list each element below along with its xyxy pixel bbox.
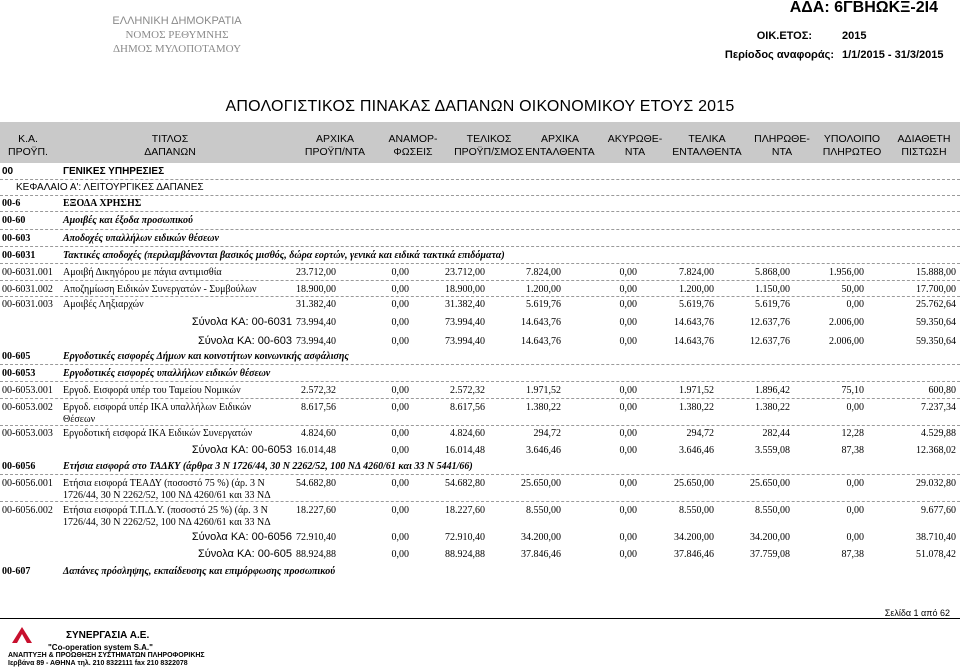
cell-value: 88.924,88 [296,549,336,560]
cell-value: 34.200,00 [750,532,790,543]
cell-value: 8.550,00 [526,505,561,516]
page-number: Σελίδα 1 από 62 [884,608,950,618]
cell-value: 18.227,60 [296,505,336,516]
row-description: Ετήσια εισφορά Τ.Π.Δ.Υ. (ποσοστό 25 %) (άρ. 3 Ν [63,505,268,516]
cell-value: 1.971,52 [679,385,714,396]
cell-value: 0,00 [391,532,409,543]
col-code: Κ.Α. ΠΡΟΫΠ. [8,133,48,158]
cell-value: 4.529,88 [921,428,956,439]
cell-value: 3.559,08 [755,445,790,456]
subtotal-row [0,336,960,350]
year-label: ΟΙΚ.ΕΤΟΣ: [756,30,812,42]
period-label: Περίοδος αναφοράς: [724,49,834,61]
cell-value: 87,38 [841,445,864,456]
cell-value: 2.006,00 [829,317,864,328]
row-code: 00-6053.003 [2,428,53,439]
cell-value: 51.078,42 [916,549,956,560]
cell-value: 1.380,22 [526,402,561,413]
cell-value: 294,72 [686,428,714,439]
row-description: Εργοδ. εισφορά υπέρ ΙΚΑ υπαλλήλων Ειδικών [63,402,252,413]
cell-value: 34.200,00 [674,532,714,543]
col-payable: ΥΠΟΛΟΙΠΟ ΠΛΗΡΩΤΕΟ [822,133,882,158]
cell-value: 4.824,60 [301,428,336,439]
row-code: 00-6 [2,198,21,209]
cell-value: 87,38 [841,549,864,560]
cell-value: 2.006,00 [829,336,864,347]
row-code: 00-607 [2,566,31,577]
cell-value: 5.868,00 [755,267,790,278]
ada-code: ΑΔΑ: 6ΓΒΗΩΚΞ-2Ι4 [789,0,938,16]
cell-value: 25.650,00 [521,478,561,489]
cell-value: 23.712,00 [445,267,485,278]
col-title: ΤΙΤΛΟΣ ΔΑΠΑΝΩΝ [144,133,196,158]
cell-value: 8.617,56 [301,402,336,413]
row-code: 00-6053.002 [2,402,53,413]
cell-value: 0,00 [391,317,409,328]
row-title: Τακτικές αποδοχές (περιλαμβάνονται βασικός μισθός, δώρα εορτών, γενικά και ειδικά τακτικά επιδόματα) [63,250,505,261]
table-row [0,505,960,529]
table-row [0,402,960,426]
cell-value: 0,00 [619,299,637,310]
cell-value: 23.712,00 [296,267,336,278]
cell-value: 54.682,80 [296,478,336,489]
col-initial-budget: ΑΡΧΙΚΑ ΠΡΟΫΠ/ΝΤΑ [304,133,366,158]
row-title: Εργοδοτικές εισφορές Δήμων και κοινοτήτων κοινωνικής ασφάλισης [63,351,349,362]
cell-value: 37.759,08 [750,549,790,560]
row-description: Αμοιβές Ληξιαρχών [63,299,144,310]
cell-value: 2.572,32 [450,385,485,396]
cell-value: 0,00 [619,402,637,413]
cell-value: 12.637,76 [750,336,790,347]
cell-value: 18.900,00 [445,284,485,295]
subtotal-row [0,445,960,459]
table-header [0,122,960,163]
cell-value: 0,00 [619,385,637,396]
cell-value: 4.824,60 [450,428,485,439]
divider [0,195,960,196]
subtotal-label: Σύνολα ΚΑ: 00-6053 [191,444,292,456]
subtotal-row [0,532,960,546]
cell-value: 37.846,46 [674,549,714,560]
cell-value: 29.032,80 [916,478,956,489]
footer-rule [0,618,960,619]
cell-value: 73.994,40 [296,317,336,328]
cell-value: 14.643,76 [674,317,714,328]
footer-address: Ιερβάνα 89 - ΑΘΗΝΑ τηλ. 210 8322111 fax 210 8322078 [8,660,188,667]
cell-value: 14.643,76 [674,336,714,347]
cell-value: 17.700,00 [916,284,956,295]
cell-value: 0,00 [391,428,409,439]
cell-value: 54.682,80 [445,478,485,489]
cell-value: 0,00 [391,549,409,560]
cell-value: 0,00 [619,445,637,456]
footer-company: ΣΥΝΕΡΓΑΣΙΑ Α.Ε. [66,630,150,641]
cell-value: 0,00 [619,336,637,347]
divider [0,474,960,475]
col-available: ΑΔΙΑΘΕΤΗ ΠΙΣΤΩΣΗ [897,133,951,158]
col-cancelled: ΑΚΥΡΩΘΕ- ΝΤΑ [607,133,663,158]
cell-value: 1.380,22 [755,402,790,413]
cell-value: 0,00 [391,478,409,489]
cell-value: 75,10 [841,385,864,396]
row-title: ΓΕΝΙΚΕΣ ΥΠΗΡΕΣΙΕΣ [63,166,165,177]
cell-value: 3.646,46 [679,445,714,456]
cell-value: 14.643,76 [521,317,561,328]
cell-value: 0,00 [619,478,637,489]
cell-value: 0,00 [619,267,637,278]
org-line-3: ΔΗΜΟΣ ΜΥΛΟΠΟΤΑΜΟΥ [112,43,242,55]
cell-value: 282,44 [762,428,790,439]
cell-value: 8.550,00 [679,505,714,516]
cell-value: 5.619,76 [755,299,790,310]
cell-value: 0,00 [846,532,864,543]
divider [0,229,960,230]
cell-value: 294,72 [533,428,561,439]
row-description: Αποζημίωση Ειδικών Συνεργατών - Συμβούλων [63,284,257,295]
cell-value: 50,00 [841,284,864,295]
cell-value: 25.650,00 [674,478,714,489]
cell-value: 16.014,48 [445,445,485,456]
cell-value: 0,00 [846,299,864,310]
cell-value: 2.572,32 [301,385,336,396]
row-description: Αμοιβή Δικηγόρου με πάγια αντιμισθία [63,267,222,278]
cell-value: 8.617,56 [450,402,485,413]
company-logo-icon [10,625,34,645]
cell-value: 25.650,00 [750,478,790,489]
divider [0,364,960,365]
cell-value: 72.910,40 [445,532,485,543]
row-code: 00-605 [2,351,31,362]
cell-value: 1.380,22 [679,402,714,413]
row-code: 00-6031.001 [2,267,53,278]
organization-header [82,14,272,56]
row-code: 00-6056.001 [2,478,53,489]
row-code: 00-6031.002 [2,284,53,295]
cell-value: 37.846,46 [521,549,561,560]
cell-value: 0,00 [619,505,637,516]
divider [0,425,960,426]
cell-value: 0,00 [619,549,637,560]
divider [0,296,960,297]
row-code: 00-6053 [2,368,36,379]
cell-value: 31.382,40 [296,299,336,310]
row-description: 1726/44, 30 Ν 2262/52, 100 ΝΔ 4260/61 και 33 ΝΔ [63,490,271,501]
cell-value: 88.924,88 [445,549,485,560]
row-code: 00-6056.002 [2,505,53,516]
col-adjustments: ΑΝΑΜΟΡ- ΦΩΣΕΙΣ [388,133,438,158]
row-title: Αποδοχές υπαλλήλων ειδικών θέσεων [63,233,219,244]
col-paid: ΠΛΗΡΩΘΕ- ΝΤΑ [754,133,810,158]
row-code: 00-603 [2,233,31,244]
cell-value: 0,00 [846,505,864,516]
cell-value: 59.350,64 [916,336,956,347]
org-line-2: ΝΟΜΟΣ ΡΕΘΥΜΝΗΣ [125,29,229,41]
cell-value: 16.014,48 [296,445,336,456]
cell-value: 73.994,40 [296,336,336,347]
cell-value: 14.643,76 [521,336,561,347]
row-code: 00-6031 [2,250,36,261]
cell-value: 1.150,00 [755,284,790,295]
cell-value: 1.200,00 [679,284,714,295]
cell-value: 0,00 [391,385,409,396]
subtotal-label: Σύνολα ΚΑ: 00-603 [197,335,292,347]
row-description: Ετήσια εισφορά ΤΕΑΔΥ (ποσοστό 75 %) (άρ. 3 Ν [63,478,265,489]
cell-value: 0,00 [846,402,864,413]
cell-value: 8.550,00 [755,505,790,516]
cell-value: 600,80 [928,385,956,396]
cell-value: 73.994,40 [445,336,485,347]
row-description: Εργοδοτική εισφορά ΙΚΑ Ειδικών Συνεργατών [63,428,253,439]
subtotal-label: Σύνολα ΚΑ: 00-6056 [191,531,292,543]
row-title: Ετήσια εισφορά στο ΤΑΔΚΥ (άρθρα 3 Ν 1726/44, 30 Ν 2262/52, 100 ΝΔ 4260/61 και 33 Ν 5441/66) [63,461,473,472]
cell-value: 73.994,40 [445,317,485,328]
cell-value: 12.368,02 [916,445,956,456]
divider [0,263,960,264]
cell-value: 0,00 [391,284,409,295]
divider [0,381,960,382]
year-value: 2015 [842,30,867,42]
row-title: Εργοδοτικές εισφορές υπαλλήλων ειδικών θέσεων [63,368,271,379]
page-title: ΑΠΟΛΟΓΙΣΤΙΚΟΣ ΠΙΝΑΚΑΣ ΔΑΠΑΝΩΝ ΟΙΚΟΝΟΜΙΚΟΥ ΕΤΟΥΣ 2015 [225,98,735,115]
row-title: Αμοιβές και έξοδα προσωπικού [63,215,193,226]
divider [0,246,960,247]
row-code: 00-6053.001 [2,385,53,396]
cell-value: 0,00 [391,336,409,347]
cell-value: 1.971,52 [526,385,561,396]
cell-value: 5.619,76 [526,299,561,310]
cell-value: 18.900,00 [296,284,336,295]
divider [0,280,960,281]
subtotal-row [0,317,960,331]
divider [0,179,960,180]
cell-value: 34.200,00 [521,532,561,543]
org-line-1: ΕΛΛΗΝΙΚΗ ΔΗΜΟΚΡΑΤΙΑ [112,15,242,27]
row-description: 1726/44, 30 Ν 2262/52, 100 ΝΔ 4260/61 και 33 ΝΔ [63,517,271,528]
col-initial-commitments: ΑΡΧΙΚΑ ΕΝΤΑΛΘΕΝΤΑ [525,133,595,158]
cell-value: 0,00 [619,428,637,439]
cell-value: 0,00 [619,317,637,328]
footer-tagline: ΑΝΑΠΤΥΞΗ & ΠΡΟΩΘΗΣΗ ΣΥΣΤΗΜΑΤΩΝ ΠΛΗΡΟΦΟΡΙΚΗΣ [8,652,205,659]
divider [0,211,960,212]
cell-value: 7.237,34 [921,402,956,413]
row-title: Δαπάνες πρόσληψης, εκπαίδευσης και επιμόρφωσης προσωπικού [63,566,336,577]
period-value: 1/1/2015 - 31/3/2015 [842,49,944,61]
cell-value: 3.646,46 [526,445,561,456]
row-code: 00-6056 [2,461,36,472]
cell-value: 12.637,76 [750,317,790,328]
table-row [0,478,960,502]
cell-value: 0,00 [391,445,409,456]
cell-value: 0,00 [391,402,409,413]
cell-value: 59.350,64 [916,317,956,328]
cell-value: 72.910,40 [296,532,336,543]
chapter-title: ΚΕΦΑΛΑΙΟ Α': ΛΕΙΤΟΥΡΓΙΚΕΣ ΔΑΠΑΝΕΣ [16,182,204,193]
cell-value: 1.200,00 [526,284,561,295]
col-final-budget: ΤΕΛΙΚΟΣ ΠΡΟΫΠ/ΣΜΟΣ [454,133,524,158]
row-code: 00-6031.003 [2,299,53,310]
cell-value: 12,28 [841,428,864,439]
cell-value: 7.824,00 [679,267,714,278]
divider [0,501,960,502]
footer-company-en: "Co-operation system S.A." [48,643,153,652]
row-code: 00 [2,166,14,177]
cell-value: 15.888,00 [916,267,956,278]
cell-value: 0,00 [846,478,864,489]
row-description: Εργοδ. Εισφορά υπέρ του Ταμείου Νομικών [63,385,241,396]
cell-value: 38.710,40 [916,532,956,543]
cell-value: 0,00 [619,284,637,295]
cell-value: 9.677,60 [921,505,956,516]
subtotal-row [0,549,960,563]
row-code: 00-60 [2,215,26,226]
cell-value: 5.619,76 [679,299,714,310]
subtotal-label: Σύνολα ΚΑ: 00-6031 [191,316,292,328]
cell-value: 31.382,40 [445,299,485,310]
cell-value: 0,00 [391,505,409,516]
cell-value: 1.896,42 [755,385,790,396]
row-description: Θέσεων [63,414,96,425]
col-final-commitments: ΤΕΛΙΚΑ ΕΝΤΑΛΘΕΝΤΑ [672,133,742,158]
cell-value: 18.227,60 [445,505,485,516]
divider [0,398,960,399]
subtotal-label: Σύνολα ΚΑ: 00-605 [197,548,292,560]
cell-value: 1.956,00 [829,267,864,278]
cell-value: 0,00 [619,532,637,543]
cell-value: 25.762,64 [916,299,956,310]
row-title: ΕΞΟΔΑ ΧΡΗΣΗΣ [63,198,142,209]
cell-value: 0,00 [391,299,409,310]
cell-value: 7.824,00 [526,267,561,278]
cell-value: 0,00 [391,267,409,278]
